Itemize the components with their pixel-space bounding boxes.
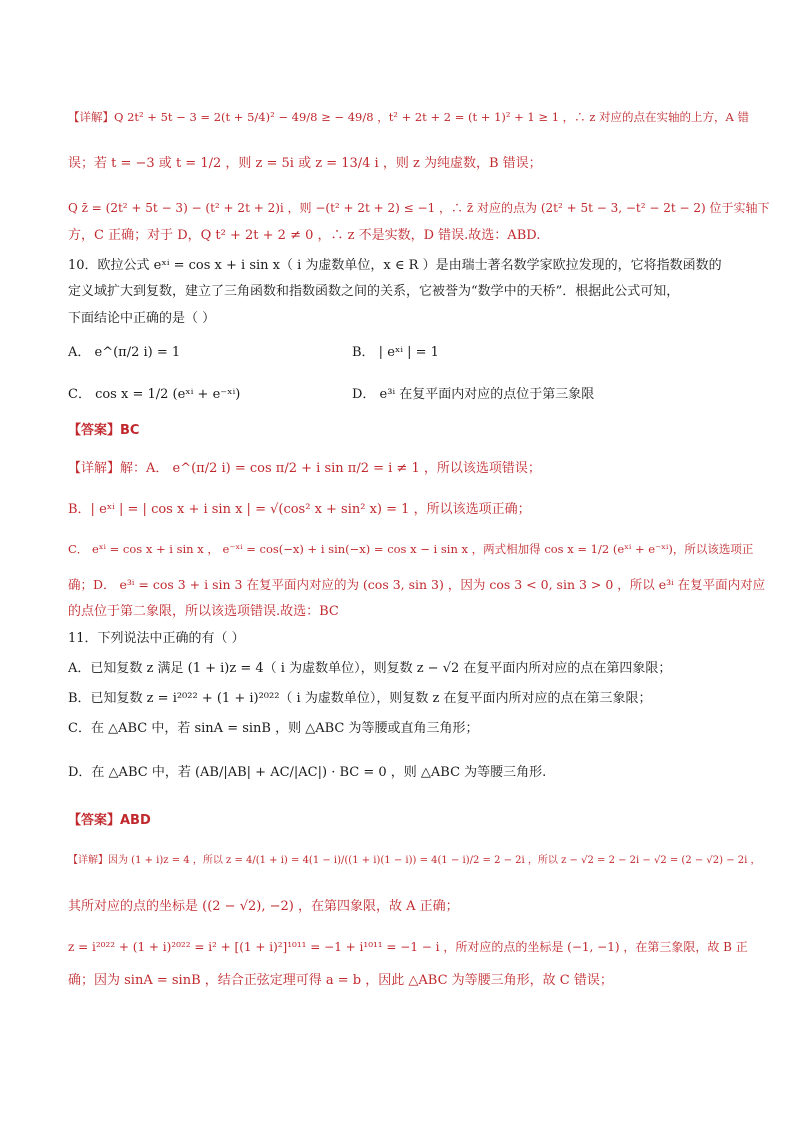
text-line: 定义域扩大到复数，建立了三角函数和指数函数之间的关系，它被誉为“数学中的天桥”．根据此公式可知，	[68, 284, 680, 299]
text-line: A． e^(π/2 i) = 1	[68, 345, 181, 360]
text-line: A．已知复数 z 满足 (1 + i)z = 4（ i 为虚数单位），则复数 z − √2 在复平面内所对应的点在第四象限；	[68, 661, 672, 676]
text-line: Q z̄ = (2t² + 5t − 3) − (t² + 2t + 2)i ，则 −(t² + 2t + 2) ≤ −1 ，∴ z̄ 对应的点为 (2t² + 5t − 3, −t² − 2t − 2) 位于实轴下	[68, 201, 770, 215]
text-line: 11．下列说法中正确的有（ ）	[68, 631, 245, 646]
text-line: 【详解】因为 (1 + i)z = 4 ，所以 z = 4/(1 + i) = 4(1 − i)/((1 + i)(1 − i)) = 4(1 − i)/2 = 2 − 2i ，所以 z − √2 = 2 − 2i − √2 = (2 − √2) − 2i ，	[68, 855, 761, 866]
text-line: z = i²⁰²² + (1 + i)²⁰²² = i² + [(1 + i)²]¹⁰¹¹ = −1 + i¹⁰¹¹ = −1 − i ，所对应的点的坐标是 (−1, −1) ，在第三象限，故 B 正	[68, 940, 748, 954]
text-line: 10．欧拉公式 eˣⁱ = cos x + i sin x（ i 为虚数单位，x ∈ R ）是由瑞士著名数学家欧拉发现的，它将指数函数的	[68, 258, 722, 273]
text-line: 【详解】解：A． e^(π/2 i) = cos π/2 + i sin π/2 = i ≠ 1 ，所以该选项错误；	[68, 461, 541, 476]
text-line: D．在 △ABC 中，若 (AB/|AB| + AC/|AC|) · BC = 0 ，则 △ABC 为等腰三角形.	[68, 765, 547, 780]
text-line: C． eˣⁱ = cos x + i sin x ， e⁻ˣⁱ = cos(−x) + i sin(−x) = cos x − i sin x ，两式相加得 cos x = 1/2 (eˣⁱ + e⁻ˣⁱ)，所以该选项正	[68, 542, 754, 556]
text-line: C． cos x = 1/2 (eˣⁱ + e⁻ˣⁱ)	[68, 387, 241, 402]
text-line: 误；若 t = −3 或 t = 1/2 ，则 z = 5i 或 z = 13/4 i ，则 z 为纯虚数，B 错误；	[68, 156, 542, 171]
text-line: B．| eˣⁱ | = | cos x + i sin x | = √(cos² x + sin² x) = 1 ，所以该选项正确；	[68, 502, 531, 517]
text-line: 【答案】ABD	[68, 813, 151, 828]
text-line: 【答案】BC	[68, 423, 140, 438]
text-line: C．在 △ABC 中，若 sinA = sinB ，则 △ABC 为等腰或直角三角形；	[68, 721, 479, 736]
option-line: D． e³ⁱ 在复平面内对应的点位于第三象限	[352, 387, 595, 402]
text-line: 方，C 正确；对于 D，Q t² + 2t + 2 ≠ 0 ，∴ z 不是实数，D 错误.故选：ABD.	[68, 228, 541, 243]
text-line: 确；因为 sinA = sinB ，结合正弦定理可得 a = b ，因此 △ABC 为等腰三角形，故 C 错误；	[68, 973, 613, 988]
text-line: 【详解】Q 2t² + 5t − 3 = 2(t + 5/4)² − 49/8 ≥ − 49/8 ，t² + 2t + 2 = (t + 1)² + 1 ≥ 1 ，∴ z 对应的点在实轴的上方，A 错	[68, 110, 749, 124]
text-line: B．已知复数 z = i²⁰²² + (1 + i)²⁰²²（ i 为虚数单位），则复数 z 在复平面内所对应的点在第三象限；	[68, 691, 652, 706]
text-line: 其所对应的点的坐标是 ((2 − √2), −2) ，在第四象限，故 A 正确；	[68, 899, 459, 914]
text-line: 确；D． e³ⁱ = cos 3 + i sin 3 在复平面内对应的为 (cos 3, sin 3) ，因为 cos 3 < 0, sin 3 > 0 ，所以 e³ⁱ 在复平面内对应	[68, 577, 766, 592]
option-line: B． | eˣⁱ | = 1	[352, 345, 439, 360]
text-line: 下面结论中正确的是（ ）	[68, 311, 216, 326]
text-line: 的点位于第二象限，所以该选项错误.故选：BC	[68, 604, 339, 619]
